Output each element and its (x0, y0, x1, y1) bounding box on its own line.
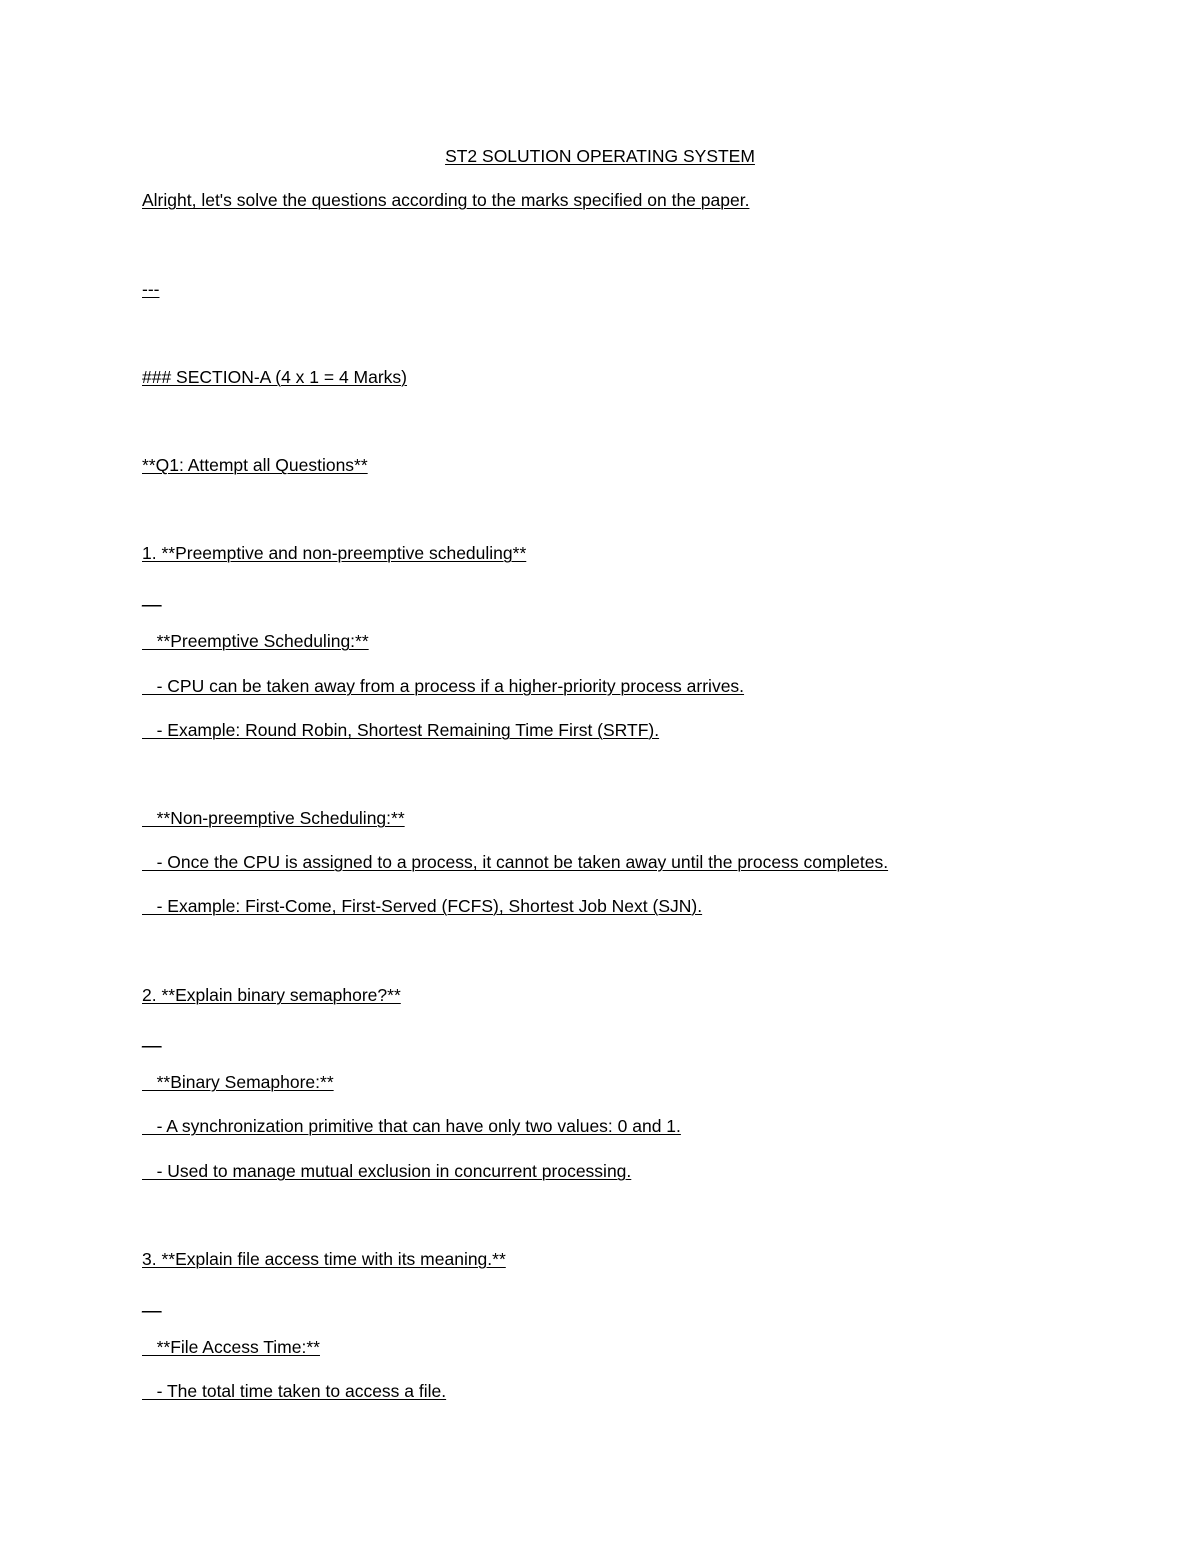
intro-text: Alright, let's solve the questions according to the marks specified on the paper. (142, 190, 750, 210)
file-access-time-label: **File Access Time:** (142, 1337, 320, 1357)
question-3-rule: __ (142, 1293, 162, 1313)
preemptive-point-1: - CPU can be taken away from a process if a higher-priority process arrives. (142, 676, 745, 696)
non-preemptive-point-2: - Example: First-Come, First-Served (FCFS), Shortest Job Next (SJN). (142, 896, 703, 916)
preemptive-point-2: - Example: Round Robin, Shortest Remaining Time First (SRTF). (142, 720, 660, 740)
question-2-heading: 2. **Explain binary semaphore?** (142, 985, 401, 1005)
file-access-time-point-1: - The total time taken to access a file. (142, 1381, 447, 1401)
non-preemptive-point-1: - Once the CPU is assigned to a process, it cannot be taken away until the process completes. (142, 852, 889, 872)
binary-semaphore-point-1: - A synchronization primitive that can have only two values: 0 and 1. (142, 1116, 681, 1136)
document-title: ST2 SOLUTION OPERATING SYSTEM (445, 146, 755, 166)
q1-heading: **Q1: Attempt all Questions** (142, 455, 368, 475)
preemptive-label: **Preemptive Scheduling:** (142, 631, 369, 651)
question-3-heading: 3. **Explain file access time with its meaning.** (142, 1249, 506, 1269)
divider-text: --- (142, 279, 160, 299)
binary-semaphore-label: **Binary Semaphore:** (142, 1072, 334, 1092)
question-1-heading: 1. **Preemptive and non-preemptive scheduling** (142, 543, 527, 563)
question-2-rule: __ (142, 1028, 162, 1048)
non-preemptive-label: **Non-preemptive Scheduling:** (142, 808, 405, 828)
question-1-rule: __ (142, 587, 162, 607)
section-heading: ### SECTION-A (4 x 1 = 4 Marks) (142, 367, 408, 387)
binary-semaphore-point-2: - Used to manage mutual exclusion in concurrent processing. (142, 1161, 632, 1181)
